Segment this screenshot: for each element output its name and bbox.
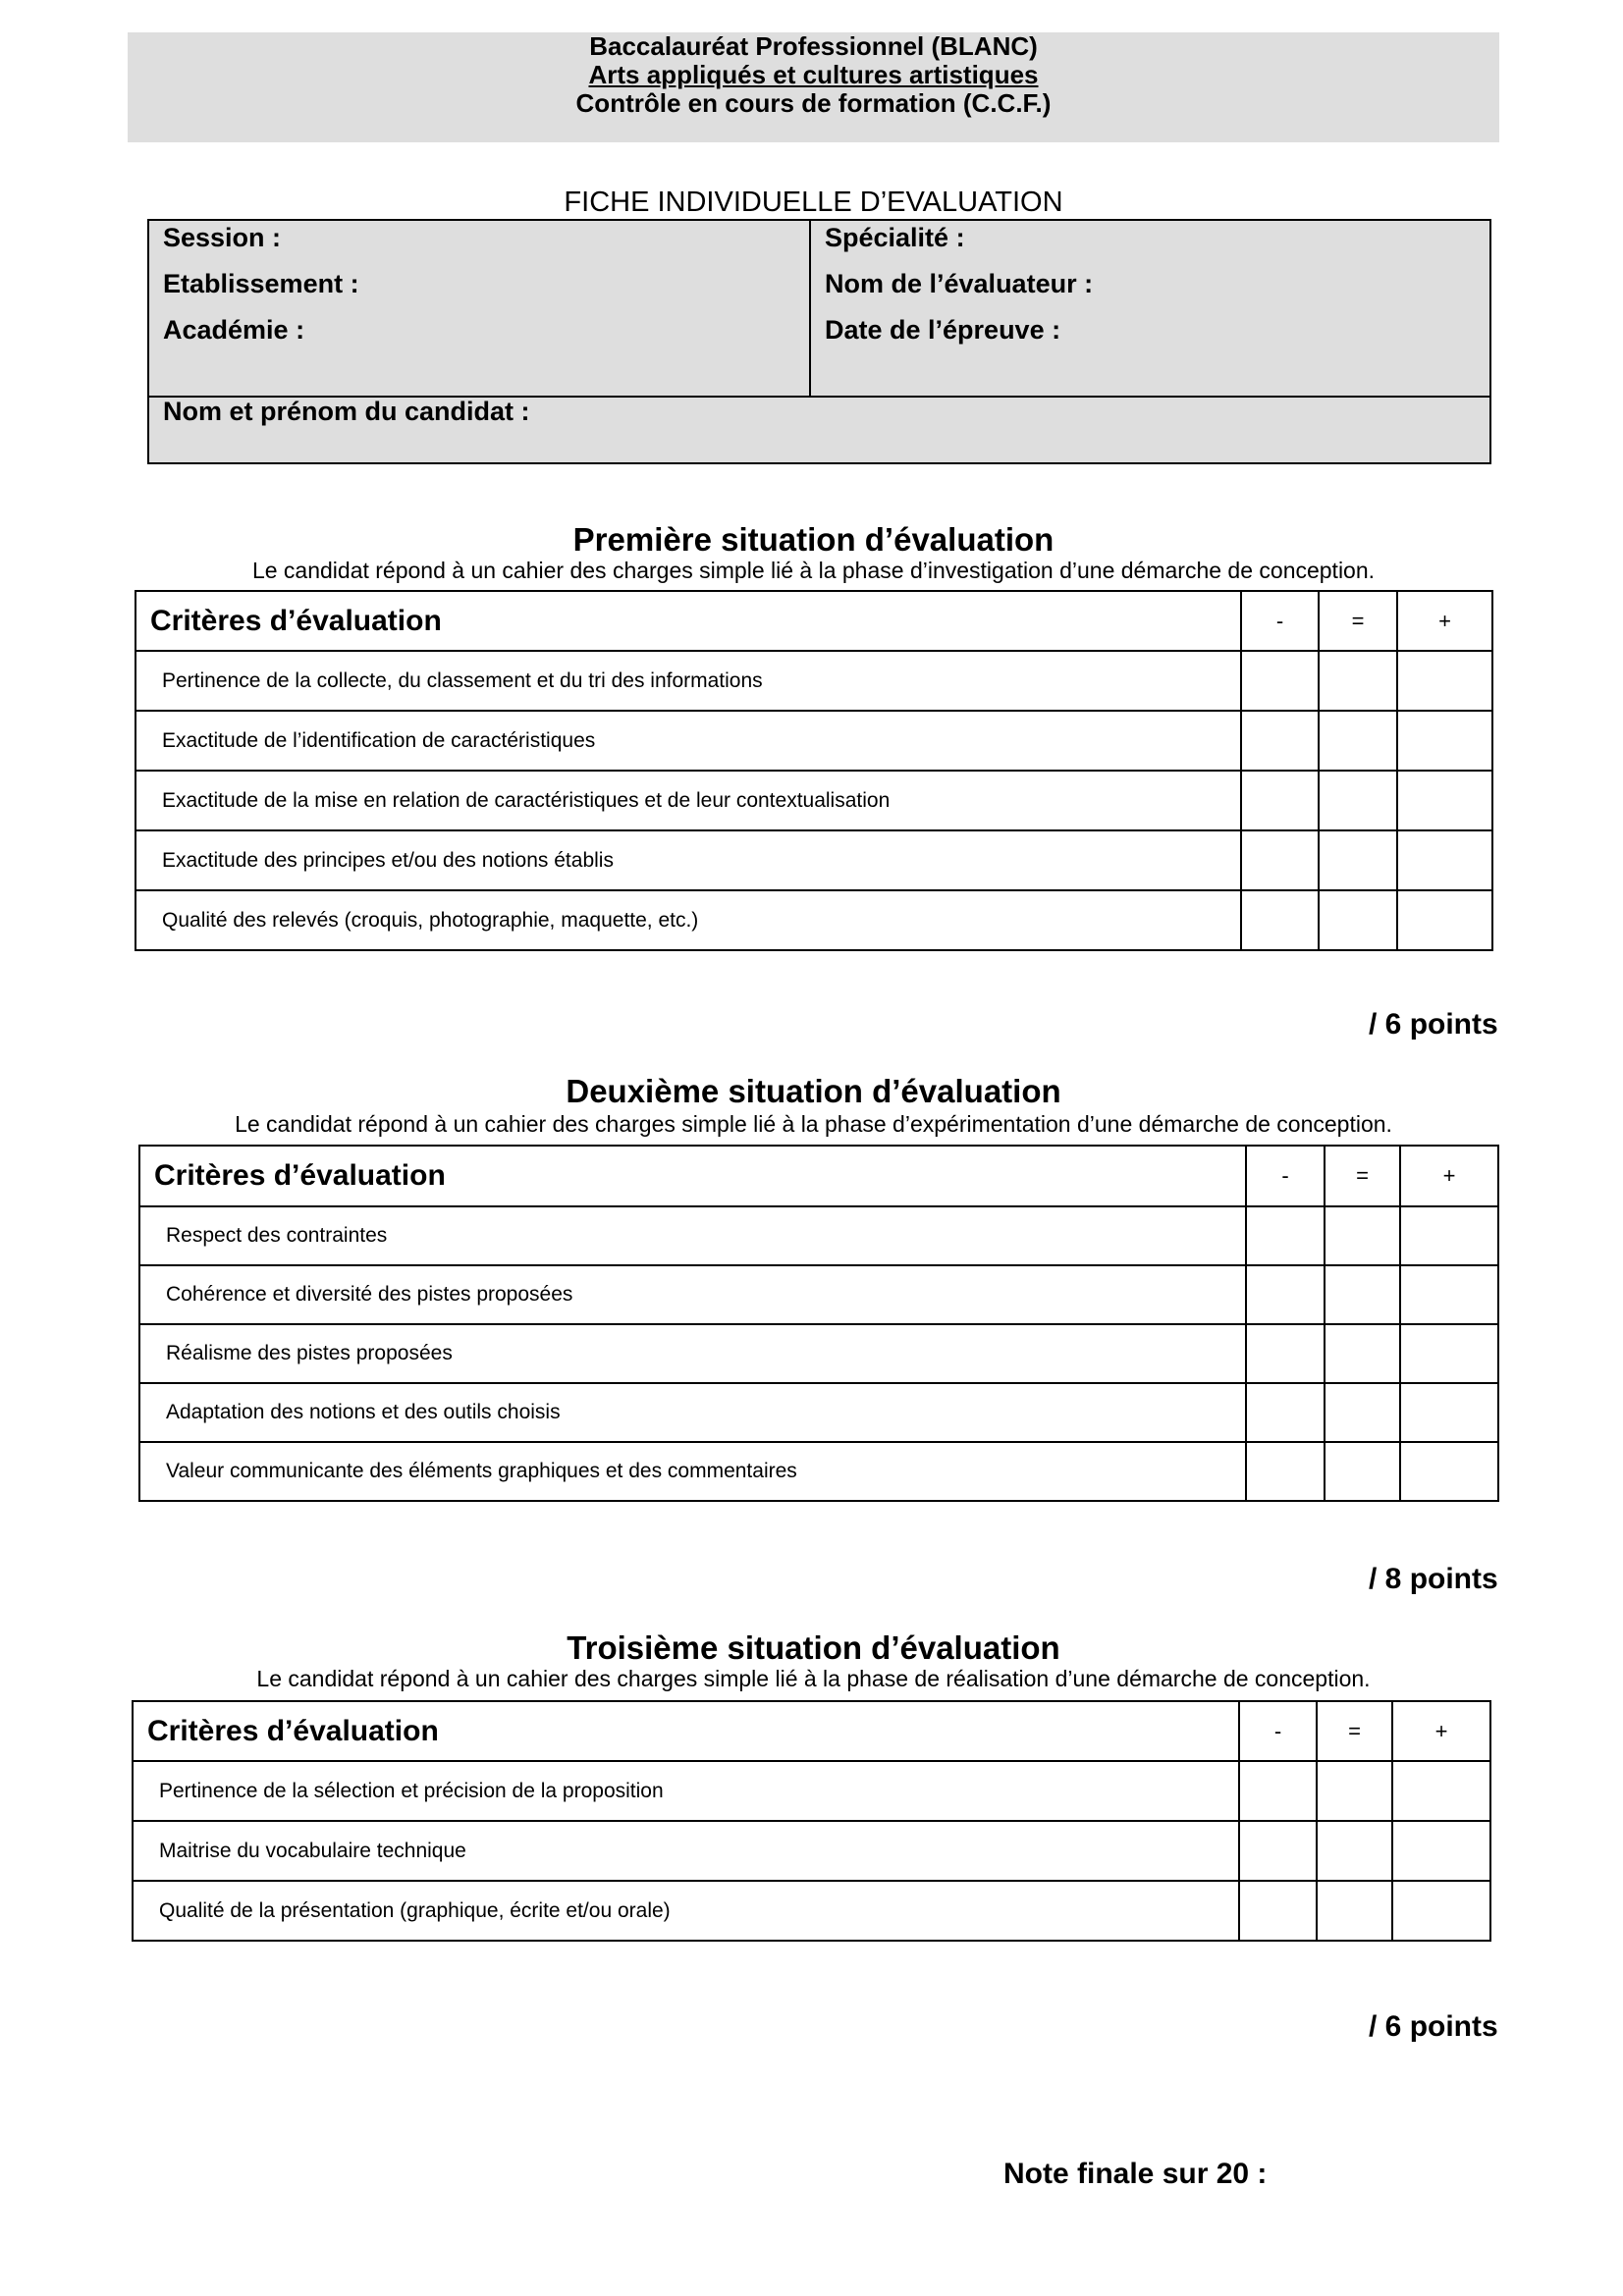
mark-equal-cell[interactable]	[1317, 1881, 1392, 1941]
mark-plus-cell[interactable]	[1400, 1442, 1498, 1501]
criteria-row	[133, 1821, 1490, 1881]
criteria-row	[139, 1265, 1498, 1324]
criteria-header: Critères d’évaluation	[133, 1701, 1239, 1761]
criteria-row	[139, 1324, 1498, 1383]
exam-mode: Contrôle en cours de formation (C.C.F.)	[575, 88, 1052, 118]
criterion-label: Valeur communicante des éléments graphiques et des commentaires	[139, 1442, 1246, 1501]
mark-equal-cell[interactable]	[1317, 1821, 1392, 1881]
mark-equal-cell[interactable]	[1319, 830, 1397, 890]
mark-equal-cell[interactable]	[1325, 1442, 1400, 1501]
section-2-criteria-table	[138, 1145, 1499, 1502]
criterion-label: Pertinence de la collecte, du classement et du tri des informations	[135, 651, 1241, 711]
criterion-label: Respect des contraintes	[139, 1206, 1246, 1265]
section-2-title: Deuxième situation d’évaluation	[566, 1073, 1061, 1109]
mark-equal-cell[interactable]	[1325, 1206, 1400, 1265]
criterion-label: Réalisme des pistes proposées	[139, 1324, 1246, 1383]
mark-plus-header: +	[1392, 1701, 1490, 1761]
criteria-row	[139, 1383, 1498, 1442]
mark-minus-header: -	[1246, 1146, 1325, 1206]
section-2-description: Le candidat répond à un cahier des charges simple lié à la phase d’expérimentation d’une démarche de conception.	[235, 1111, 1392, 1137]
mark-plus-header: +	[1397, 591, 1492, 651]
mark-minus-cell[interactable]	[1239, 1821, 1317, 1881]
criteria-row	[135, 771, 1492, 830]
mark-minus-cell[interactable]	[1241, 771, 1319, 830]
exam-title: Baccalauréat Professionnel (BLANC)	[589, 31, 1038, 61]
mark-minus-cell[interactable]	[1241, 651, 1319, 711]
document-header	[128, 32, 1499, 142]
specialty-field[interactable]: Spécialité :	[825, 223, 965, 252]
info-right-column	[811, 221, 1488, 396]
mark-plus-cell[interactable]	[1397, 711, 1492, 771]
mark-equal-cell[interactable]	[1317, 1761, 1392, 1821]
mark-plus-cell[interactable]	[1400, 1324, 1498, 1383]
candidate-name-field[interactable]: Nom et prénom du candidat :	[163, 397, 530, 426]
criteria-row	[133, 1881, 1490, 1941]
section-1-description: Le candidat répond à un cahier des charges simple lié à la phase d’investigation d’une démarche de conception.	[251, 558, 1376, 583]
exam-date-field[interactable]: Date de l’épreuve :	[825, 315, 1061, 345]
mark-minus-cell[interactable]	[1241, 830, 1319, 890]
academy-field[interactable]: Académie :	[163, 315, 305, 345]
candidate-info-box	[147, 219, 1491, 464]
mark-plus-cell[interactable]	[1397, 830, 1492, 890]
section-3-points: / 6 points	[1369, 2010, 1498, 2043]
criteria-header-row	[135, 591, 1492, 651]
mark-equal-cell[interactable]	[1319, 890, 1397, 950]
criterion-label: Exactitude des principes et/ou des notions établis	[135, 830, 1241, 890]
criterion-label: Qualité des relevés (croquis, photographie, maquette, etc.)	[135, 890, 1241, 950]
mark-plus-cell[interactable]	[1397, 651, 1492, 711]
mark-minus-cell[interactable]	[1246, 1324, 1325, 1383]
criteria-row	[135, 711, 1492, 771]
mark-plus-header: +	[1400, 1146, 1498, 1206]
criteria-row	[135, 830, 1492, 890]
section-3-title: Troisième situation d’évaluation	[567, 1629, 1060, 1666]
mark-minus-cell[interactable]	[1246, 1442, 1325, 1501]
mark-equal-cell[interactable]	[1325, 1324, 1400, 1383]
mark-minus-header: -	[1239, 1701, 1317, 1761]
mark-minus-cell[interactable]	[1246, 1383, 1325, 1442]
criteria-row	[133, 1761, 1490, 1821]
criterion-label: Pertinence de la sélection et précision de la proposition	[133, 1761, 1239, 1821]
info-left-column	[149, 221, 811, 396]
section-1-criteria-table	[135, 590, 1493, 951]
establishment-field[interactable]: Etablissement :	[163, 269, 359, 298]
criteria-header-row	[133, 1701, 1490, 1761]
criteria-row	[135, 651, 1492, 711]
criteria-header-row	[139, 1146, 1498, 1206]
criteria-header: Critères d’évaluation	[135, 591, 1241, 651]
mark-equal-cell[interactable]	[1319, 771, 1397, 830]
mark-minus-cell[interactable]	[1241, 890, 1319, 950]
section-3-criteria-table	[132, 1700, 1491, 1942]
criterion-label: Exactitude de la mise en relation de caractéristiques et de leur contextualisation	[135, 771, 1241, 830]
mark-plus-cell[interactable]	[1392, 1821, 1490, 1881]
mark-plus-cell[interactable]	[1397, 890, 1492, 950]
mark-equal-cell[interactable]	[1325, 1383, 1400, 1442]
section-3-description: Le candidat répond à un cahier des charges simple lié à la phase de réalisation d’une démarche de conception.	[256, 1666, 1371, 1691]
mark-equal-cell[interactable]	[1325, 1265, 1400, 1324]
mark-plus-cell[interactable]	[1400, 1383, 1498, 1442]
criteria-row	[139, 1206, 1498, 1265]
mark-plus-cell[interactable]	[1400, 1206, 1498, 1265]
mark-plus-cell[interactable]	[1397, 771, 1492, 830]
mark-minus-cell[interactable]	[1246, 1265, 1325, 1324]
criterion-label: Maitrise du vocabulaire technique	[133, 1821, 1239, 1881]
mark-minus-cell[interactable]	[1239, 1761, 1317, 1821]
criterion-label: Exactitude de l’identification de caractéristiques	[135, 711, 1241, 771]
mark-plus-cell[interactable]	[1400, 1265, 1498, 1324]
mark-equal-cell[interactable]	[1319, 711, 1397, 771]
section-1-points: / 6 points	[1369, 1008, 1498, 1041]
mark-minus-cell[interactable]	[1246, 1206, 1325, 1265]
mark-plus-cell[interactable]	[1392, 1761, 1490, 1821]
evaluator-field[interactable]: Nom de l’évaluateur :	[825, 269, 1094, 298]
mark-minus-header: -	[1241, 591, 1319, 651]
section-1-title: Première situation d’évaluation	[572, 521, 1055, 558]
criterion-label: Qualité de la présentation (graphique, écrite et/ou orale)	[133, 1881, 1239, 1941]
section-2-points: / 8 points	[1369, 1563, 1498, 1595]
mark-plus-cell[interactable]	[1392, 1881, 1490, 1941]
mark-equal-header: =	[1325, 1146, 1400, 1206]
session-field[interactable]: Session :	[163, 223, 282, 252]
form-title: FICHE INDIVIDUELLE D’EVALUATION	[564, 187, 1063, 218]
criteria-header: Critères d’évaluation	[139, 1146, 1246, 1206]
criterion-label: Cohérence et diversité des pistes proposées	[139, 1265, 1246, 1324]
criteria-row	[135, 890, 1492, 950]
mark-equal-cell[interactable]	[1319, 651, 1397, 711]
mark-equal-header: =	[1317, 1701, 1392, 1761]
criteria-row	[139, 1442, 1498, 1501]
mark-minus-cell[interactable]	[1241, 711, 1319, 771]
criterion-label: Adaptation des notions et des outils choisis	[139, 1383, 1246, 1442]
mark-minus-cell[interactable]	[1239, 1881, 1317, 1941]
subject-title: Arts appliqués et cultures artistiques	[588, 60, 1039, 89]
final-grade-label: Note finale sur 20 :	[1003, 2158, 1268, 2190]
mark-equal-header: =	[1319, 591, 1397, 651]
